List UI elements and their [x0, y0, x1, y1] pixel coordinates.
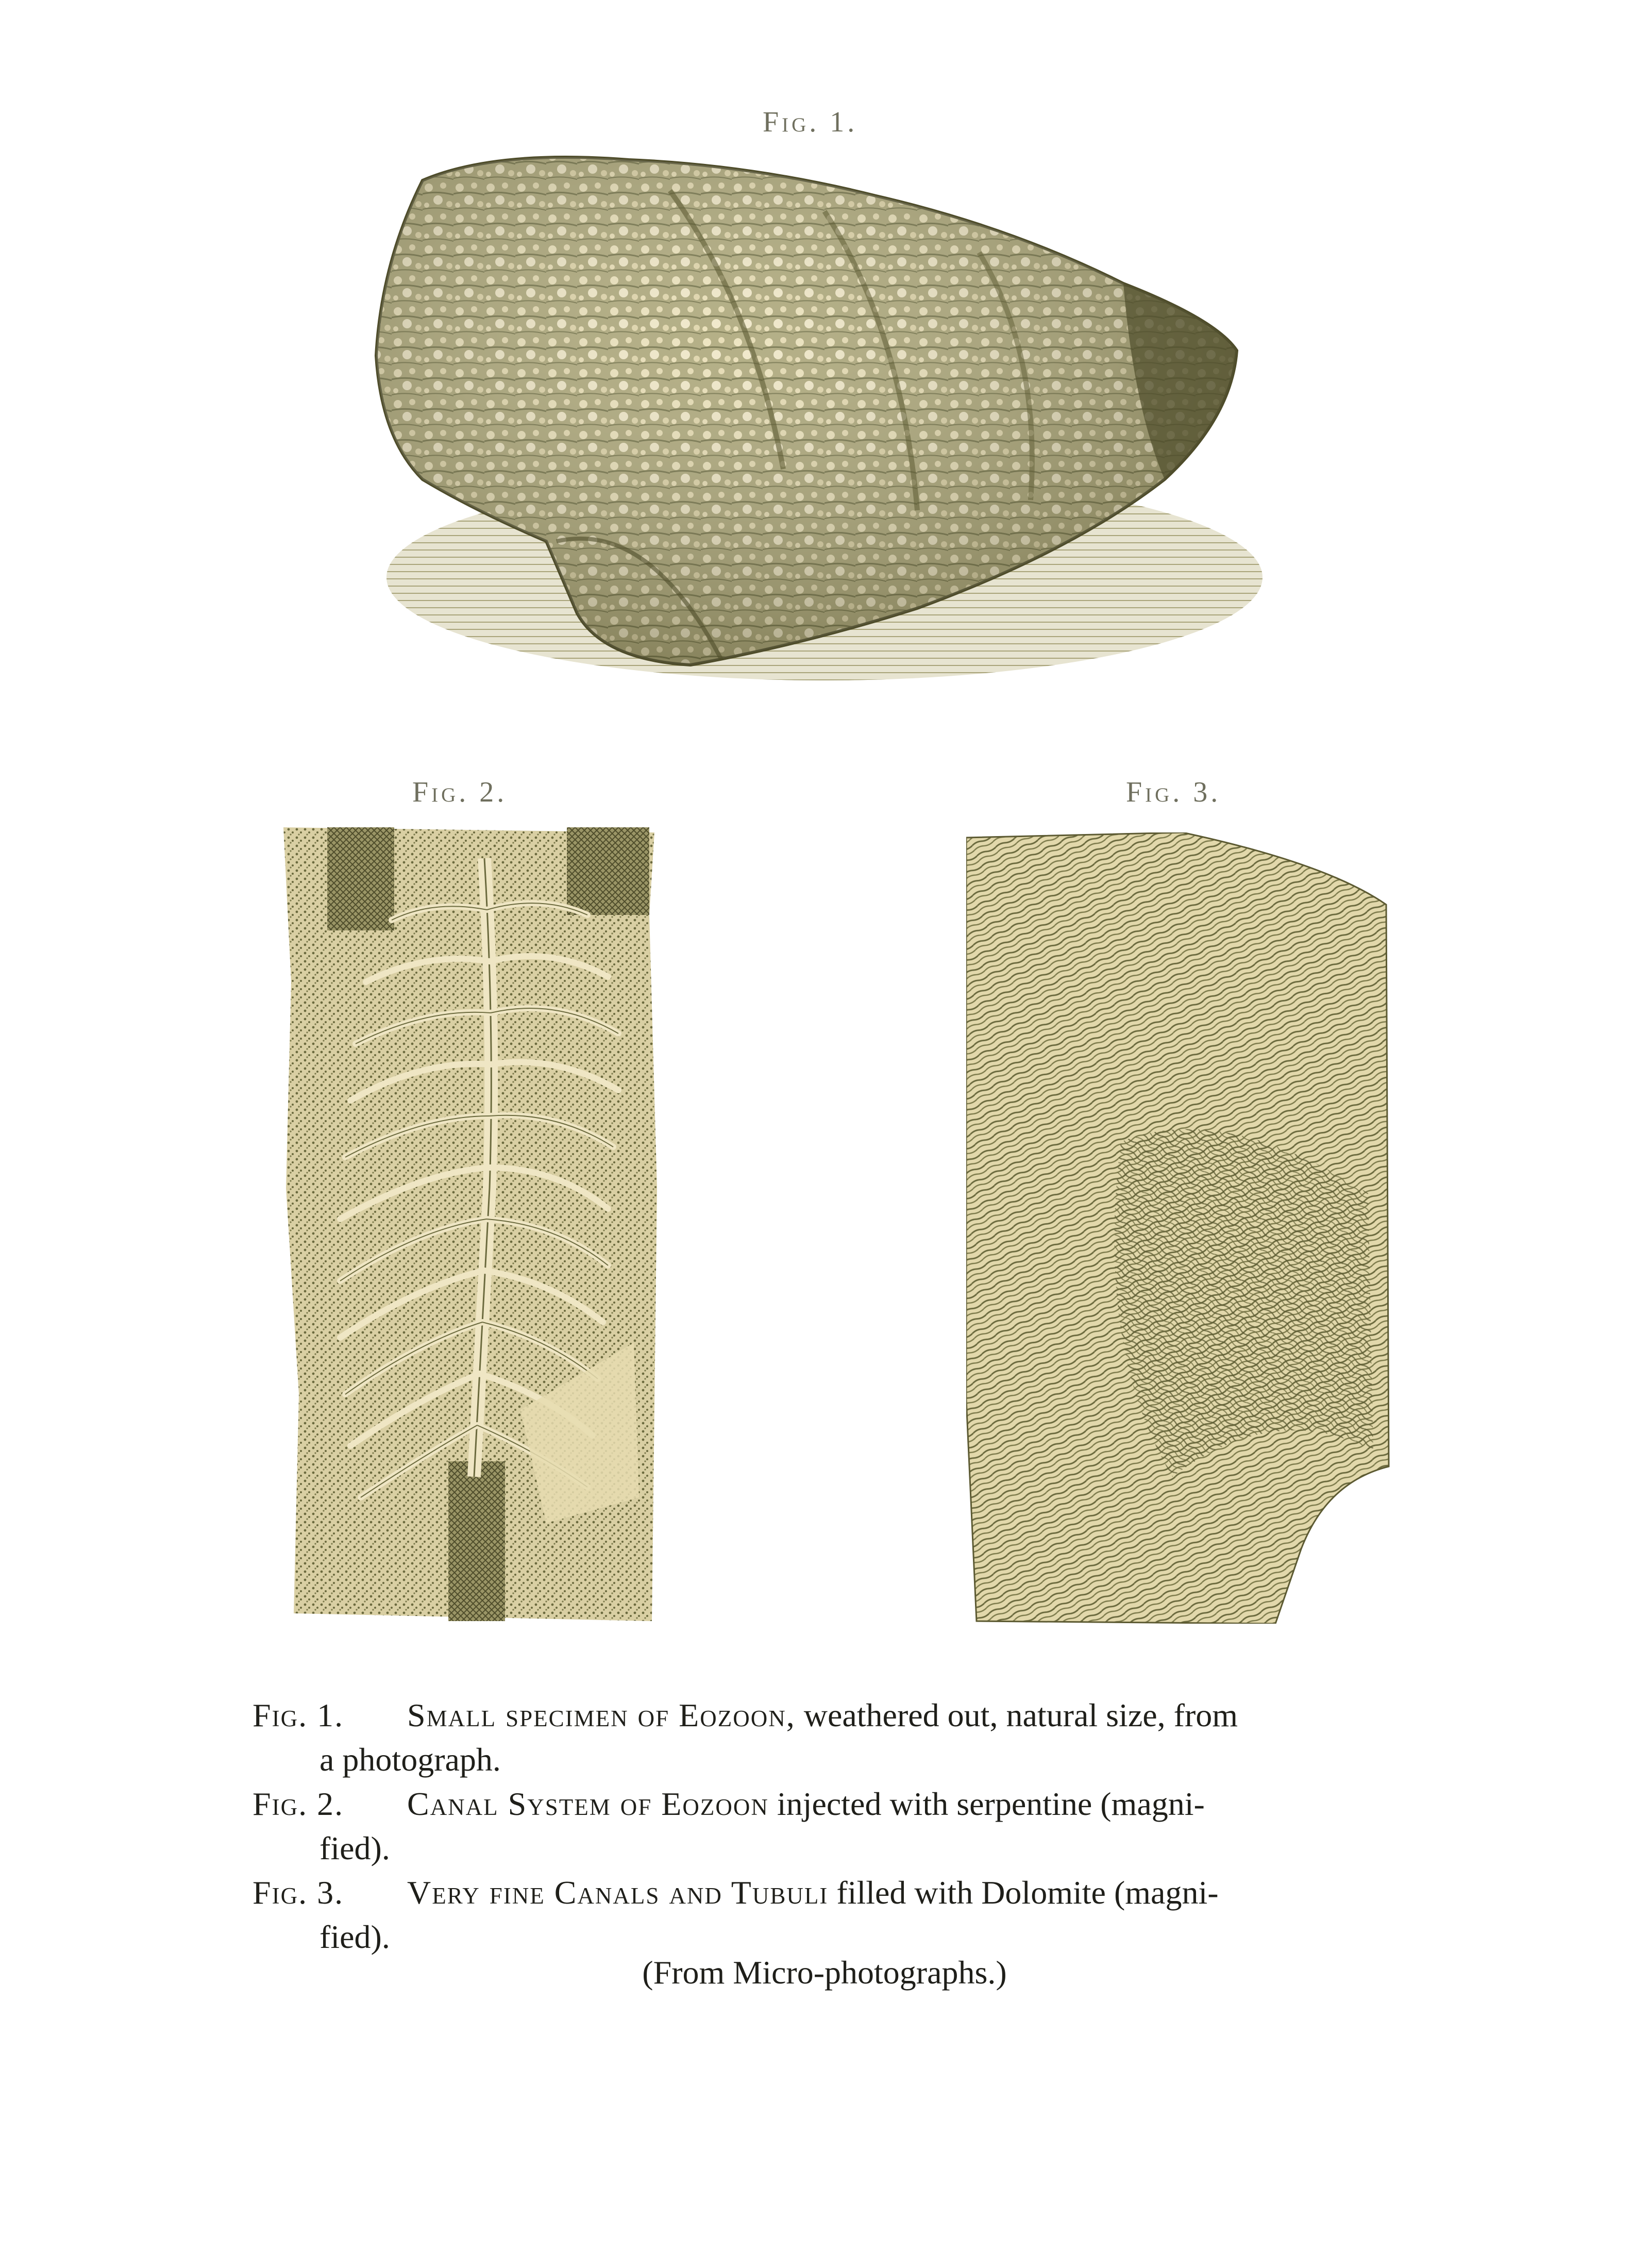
- caption-fig3-number: Fig. 3.: [253, 1874, 344, 1911]
- caption-fig3-continuation: [253, 1915, 1396, 1959]
- caption-fig3-title: Very fine Canals and Tubuli: [407, 1874, 829, 1911]
- caption-fig2-number: Fig. 2.: [253, 1786, 344, 1822]
- caption-fig1-title: Small specimen of Eozoon,: [407, 1697, 796, 1733]
- fig2-canal-system-illustration: [278, 827, 660, 1621]
- caption-fig1-text: weathered out, natural size, from: [803, 1697, 1238, 1733]
- caption-fig2-text: injected with serpentine (magni-: [777, 1786, 1205, 1822]
- figure-captions: [253, 1693, 1396, 1959]
- fig3-tubuli-illustration: [966, 832, 1391, 1624]
- caption-fig3-text: filled with Dolomite (magni-: [836, 1874, 1219, 1911]
- fig1-specimen-illustration: [361, 149, 1288, 727]
- fig2-label: Fig. 2.: [412, 776, 508, 808]
- source-note: (From Micro-photographs.): [642, 1954, 1007, 1991]
- caption-fig1-number: Fig. 1.: [253, 1697, 344, 1733]
- caption-fig2-cont-text: fied).: [319, 1830, 390, 1866]
- caption-fig2: [253, 1782, 1396, 1826]
- caption-fig1-continuation: [253, 1738, 1396, 1782]
- caption-fig3-cont-text: fied).: [319, 1919, 390, 1955]
- fig3-label: Fig. 3.: [1126, 776, 1221, 808]
- caption-fig1: [253, 1693, 1396, 1738]
- caption-fig2-continuation: [253, 1826, 1396, 1871]
- caption-fig1-cont-text: a photograph.: [319, 1741, 501, 1778]
- fig1-label: Fig. 1.: [763, 106, 858, 138]
- caption-fig2-title: Canal System of Eozoon: [407, 1786, 769, 1822]
- caption-fig3: [253, 1871, 1396, 1915]
